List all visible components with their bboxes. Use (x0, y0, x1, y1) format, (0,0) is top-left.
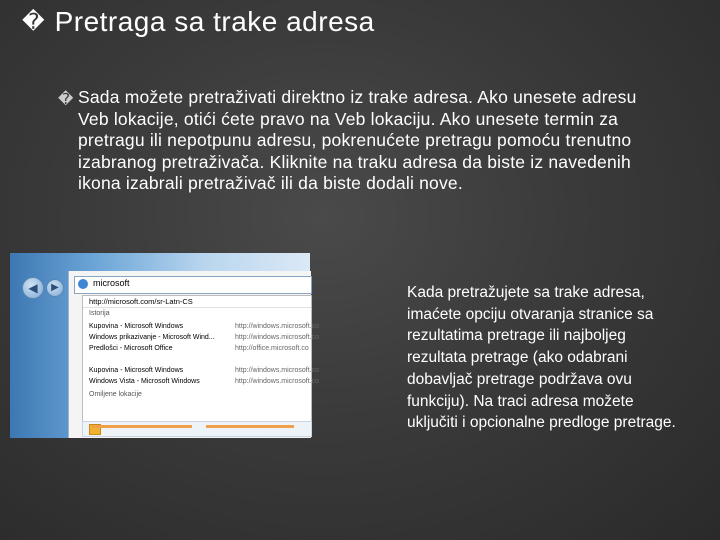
address-suggestions-dropdown (82, 295, 320, 422)
history-row (89, 323, 320, 333)
related-header: Omiljene lokacije (89, 391, 142, 398)
slide-title: Pretraga sa trake adresa (54, 6, 375, 37)
history-row-title: Windows Vista - Microsoft Windows (89, 378, 200, 385)
title-bullet-icon: � (22, 9, 45, 35)
slide-title-row (22, 6, 375, 38)
history-row-url: http://windows.microsoft.co (235, 378, 320, 385)
history-row-title: Predlošci - Microsoft Office (89, 345, 173, 352)
history-row-url: http://office.microsoft.co (235, 345, 309, 352)
ie-page-icon (78, 279, 88, 289)
history-row-title: Windows prikazivanje - Microsoft Wind... (89, 334, 215, 341)
history-row (89, 334, 320, 344)
screenshot-caption: Kada pretražujete sa trake adresa, imaćete opciju otvaranja stranice sa rezultatima pretrage ili najboljeg rezultata pretrage (ako odabrani dobavljač pretrage podržava ovu funkciju). Na traci adresa možete uključiti i opcionalne predloge pretrage. (407, 284, 676, 432)
history-row-title: Kupovina - Microsoft Windows (89, 367, 184, 374)
history-row (89, 345, 311, 355)
browser-screenshot (10, 253, 320, 438)
history-row (89, 378, 320, 388)
slide-body-text: Sada možete pretraživati direktno iz trake adresa. Ako unesete adresu Veb lokacije, otići ćete pravo na Veb lokaciju. Ako unesete termin za pretragu ili nepotpunu adresu, pokrenućete pretragu pomoću trenutno izabranog pretraživača. Kliknite na traku adresa da biste iz navedenih ikona izabrali pretraživač ili da biste dodali nove. (78, 87, 637, 193)
body-bullet-icon: � (58, 90, 74, 108)
history-row-title: Kupovina - Microsoft Windows (89, 323, 184, 330)
forward-button-icon: ▶ (46, 279, 64, 297)
suggested-url: http://microsoft.com/sr-Latn-CS (89, 297, 193, 306)
history-row-url: http://windows.microsoft.co (235, 334, 320, 341)
history-row-url: http://windows.microsoft.co (235, 323, 320, 330)
back-button-icon: ◀ (22, 277, 44, 299)
history-row (89, 367, 320, 377)
divider (83, 307, 311, 308)
history-header: Istorija (89, 310, 110, 317)
address-bar-value: microsoft (93, 278, 130, 288)
provider-highlight (206, 425, 294, 428)
search-provider-bar (82, 421, 312, 437)
history-row-url: http://windows.microsoft.co (235, 367, 320, 374)
provider-highlight (92, 425, 192, 428)
address-bar (74, 276, 312, 294)
